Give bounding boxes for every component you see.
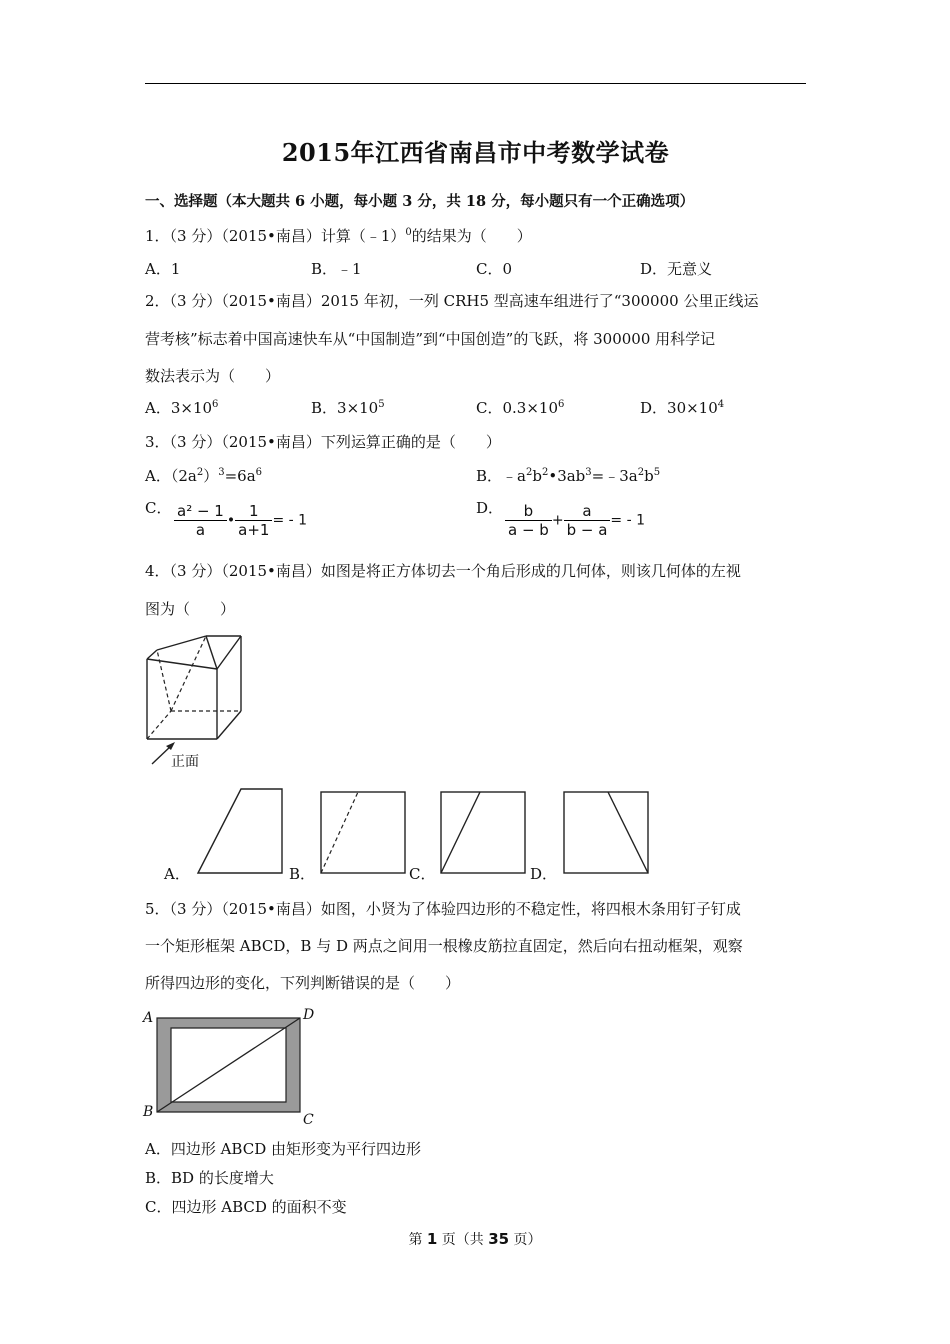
- q2-option-a[interactable]: A．$3\times 10^6$: [145, 399, 219, 417]
- question-5-line-3: 所得四边形的变化，下列判断错误的是（ ）: [145, 974, 461, 992]
- q1-option-a[interactable]: A．1: [145, 260, 181, 278]
- q1-option-c[interactable]: C．0: [476, 260, 513, 278]
- q5-option-c[interactable]: C．四边形 ABCD 的面积不变: [145, 1198, 347, 1216]
- q3-option-d-label[interactable]: D．: [476, 499, 504, 517]
- q3-option-d-expression[interactable]: $\frac{b}{a - b}$ + $\frac{a}{b - a}$ = - 1: [505, 502, 645, 539]
- q4-figure-d-line: [608, 792, 648, 873]
- q4-option-a[interactable]: A．: [164, 865, 190, 883]
- q1-option-b[interactable]: B．﹣1: [311, 260, 362, 278]
- question-4-line-2: 图为（ ）: [145, 600, 236, 618]
- q4-figure-c: [441, 792, 525, 873]
- rubber-band-bd: [157, 1018, 300, 1112]
- q3-option-c-expression[interactable]: $\frac{\text{a² − 1}}{a}$ • $\frac{1}{a+1}$ = - 1: [174, 502, 307, 539]
- q2-option-c[interactable]: C．$0.3\times 10^6$: [476, 399, 565, 417]
- q3-option-c-label[interactable]: C．: [145, 499, 172, 517]
- question-5-line-1: 5．（3 分）（2015•南昌）如图，小贤为了体验四边形的不稳定性，将四根木条用钉子钉成: [145, 900, 741, 918]
- question-2-line-2: 营考核”标志着中国高速快车从“中国制造”到“中国创造”的飞跃，将 300000 用科学记: [145, 330, 716, 348]
- q2-option-b[interactable]: B．$3\times 10^5$: [311, 399, 385, 417]
- question-4-line-1: 4．（3 分）（2015•南昌）如图是将正方体切去一个角后形成的几何体，则该几何体的左视: [145, 562, 741, 580]
- fraction-1: $\frac{b}{a - b}$: [505, 502, 552, 539]
- rectangle-frame-figure: [140, 1002, 330, 1130]
- q1-option-d[interactable]: D．无意义: [640, 260, 713, 278]
- vertex-b-label: B: [143, 1104, 154, 1120]
- q3-option-b[interactable]: B．$﹣a^2b^2•3ab^3=﹣3a^2b^5$: [476, 467, 661, 485]
- q4-figure-b-dashed: [321, 792, 358, 873]
- q4-figure-c-line: [441, 792, 480, 873]
- question-5-line-2: 一个矩形框架 ABCD，B 与 D 两点之间用一根橡皮筋拉直固定，然后向右扭动框架，观察: [145, 937, 743, 955]
- question-2-line-3: 数法表示为（ ）: [145, 367, 281, 385]
- front-label: 正面: [171, 754, 199, 770]
- cube-figure: [140, 630, 250, 772]
- page-footer: 第 1 页（共 35 页）: [408, 1230, 542, 1248]
- q5-option-a[interactable]: A．四边形 ABCD 由矩形变为平行四边形: [145, 1140, 422, 1158]
- q4-figure-d: [564, 792, 648, 873]
- page-title: 2015年江西省南昌市中考数学试卷: [281, 138, 670, 167]
- total-page-count: 35: [488, 1230, 510, 1248]
- section-heading: 一、选择题（本大题共 6 小题，每小题 3 分，共 18 分，每小题只有一个正确选项）: [145, 193, 695, 210]
- q5-option-b[interactable]: B．BD 的长度增大: [145, 1169, 274, 1187]
- fraction-1: $\frac{\text{a² − 1}}{a}$: [174, 502, 227, 539]
- vertex-a-label: A: [143, 1010, 154, 1026]
- q4-option-d[interactable]: D．: [530, 865, 558, 883]
- fraction-2: $\frac{a}{b - a}$: [564, 502, 611, 539]
- top-rule: [145, 83, 806, 84]
- vertex-c-label: C: [303, 1112, 314, 1128]
- question-2-line-1: 2．（3 分）（2015•南昌）2015 年初，一列 CRH5 型高速车组进行了“300000 公里正线运: [145, 292, 759, 310]
- current-page-number: 1: [426, 1230, 438, 1248]
- question-1-text: 1．（3 分）（2015•南昌）计算（﹣1）$^0$的结果为（ ）: [145, 227, 532, 245]
- fraction-2: $\frac{1}{a+1}$: [235, 502, 272, 539]
- q4-option-c[interactable]: C．: [409, 865, 436, 883]
- question-3-text: 3．（3 分）（2015•南昌）下列运算正确的是（ ）: [145, 433, 501, 451]
- q3-option-a[interactable]: A．$(2a^2)^3=6a^6$: [145, 467, 263, 485]
- q4-option-b[interactable]: B．: [289, 865, 316, 883]
- vertex-d-label: D: [303, 1007, 315, 1023]
- q4-figure-b: [321, 792, 405, 873]
- q2-option-d[interactable]: D．$30\times 10^4$: [640, 399, 725, 417]
- q4-figure-a: [198, 789, 282, 873]
